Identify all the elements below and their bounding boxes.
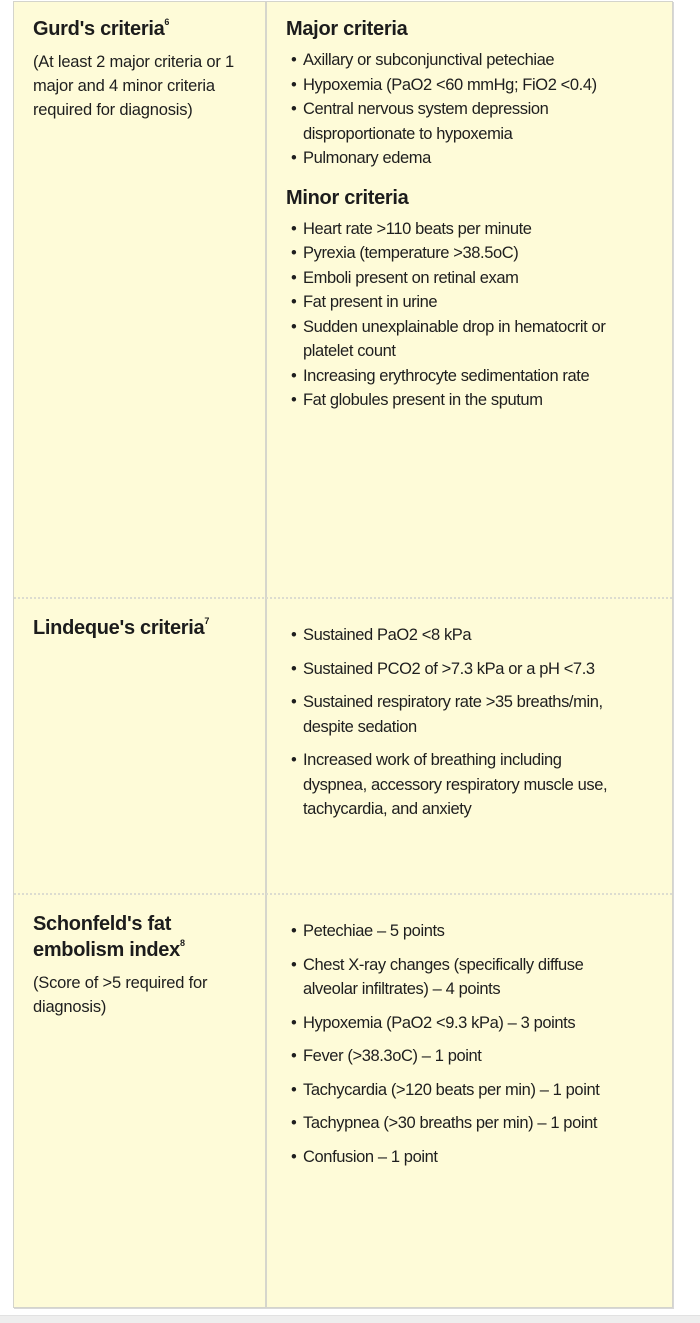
list-item: • Increased work of breathing including dyspnea, accessory respiratory muscle use, tachycardia, and anxiety: [286, 748, 616, 822]
reference-superscript: 8: [179, 938, 185, 948]
bullet-icon: •: [291, 1147, 297, 1166]
row-label-cell: [33, 16, 253, 122]
bullet-icon: •: [291, 659, 297, 678]
bullet-icon: •: [291, 51, 297, 69]
bullet-icon: •: [291, 149, 297, 167]
list-item: • Hypoxemia (PaO2 <60 mmHg; FiO2 <0.4): [286, 73, 616, 98]
table-row-schonfelds: [14, 895, 672, 1307]
row-label-cell: [33, 911, 253, 1019]
bullet-icon: •: [291, 1047, 297, 1065]
list-item: • Confusion – 1 point: [286, 1145, 616, 1170]
list-item: • Sudden unexplainable drop in hematocrit or platelet count: [286, 315, 616, 364]
bullet-icon: •: [291, 75, 297, 94]
list-item: • Tachypnea (>30 breaths per min) – 1 point: [286, 1111, 616, 1136]
list-item: • Heart rate >110 beats per minute: [286, 217, 616, 242]
bullet-icon: •: [291, 693, 297, 711]
list-item: • Fat present in urine: [286, 290, 616, 315]
schonfelds-index-list: [286, 919, 616, 1169]
list-item: • Sustained PaO2 <8 kPa: [286, 623, 616, 648]
list-item: • Increasing erythrocyte sedimentation rate: [286, 364, 616, 389]
row-note: (At least 2 major criteria or 1 major and 4 minor criteria required for diagnosis): [33, 53, 235, 119]
bullet-icon: •: [291, 751, 297, 769]
list-item: • Emboli present on retinal exam: [286, 266, 616, 291]
list-item: • Central nervous system depression disproportionate to hypoxemia: [286, 97, 616, 146]
row-title: Schonfeld's fat embolism index$^8$: [33, 913, 185, 961]
major-criteria-heading: Major criteria: [286, 18, 408, 40]
row-content-cell: [286, 919, 616, 1178]
list-item: • Fever (>38.3oC) – 1 point: [286, 1044, 616, 1069]
list-item: • Sustained respiratory rate >35 breaths/min, despite sedation: [286, 690, 616, 739]
fat-embolism-criteria-table: [13, 1, 673, 1308]
bullet-icon: •: [291, 1013, 297, 1032]
list-item: • Petechiae – 5 points: [286, 919, 616, 944]
list-item: • Hypoxemia (PaO2 <9.3 kPa) – 3 points: [286, 1011, 616, 1036]
reference-superscript: 6: [164, 17, 170, 27]
list-item: • Axillary or subconjunctival petechiae: [286, 48, 616, 73]
table-row-gurds: [14, 2, 672, 598]
bullet-icon: •: [291, 219, 297, 238]
bullet-icon: •: [291, 268, 297, 287]
bullet-icon: •: [291, 366, 297, 385]
table-row-lindeques: [14, 599, 672, 893]
list-item: • Pulmonary edema: [286, 146, 616, 171]
row-content-cell: [286, 16, 616, 413]
minor-criteria-list: [286, 217, 616, 413]
list-item: • Chest X-ray changes (specifically diffuse alveolar infiltrates) – 4 points: [286, 953, 616, 1002]
bullet-icon: •: [291, 955, 297, 974]
row-title: Lindeque's criteria$^7$: [33, 616, 210, 639]
row-label-cell: [33, 615, 253, 641]
bullet-icon: •: [291, 1114, 297, 1132]
lindeques-criteria-list: [286, 623, 616, 822]
row-title: Gurd's criteria$^6$: [33, 17, 170, 40]
minor-criteria-heading: Minor criteria: [286, 186, 409, 209]
list-item: • Tachycardia (>120 beats per min) – 1 point: [286, 1078, 616, 1103]
reference-superscript: 7: [204, 616, 210, 626]
list-item: • Sustained PCO2 of >7.3 kPa or a pH <7.3: [286, 657, 616, 682]
major-criteria-list: [286, 48, 616, 171]
bullet-icon: •: [291, 293, 297, 311]
bullet-icon: •: [291, 922, 297, 940]
row-content-cell: [286, 623, 616, 831]
bullet-icon: •: [291, 391, 297, 409]
bullet-icon: •: [291, 1080, 297, 1099]
bullet-icon: •: [291, 317, 297, 336]
row-note: (Score of >5 required for diagnosis): [33, 974, 208, 1016]
list-item: • Pyrexia (temperature >38.5oC): [286, 241, 616, 266]
bullet-icon: •: [291, 626, 297, 644]
bullet-icon: •: [291, 100, 297, 118]
list-item: • Fat globules present in the sputum: [286, 388, 616, 413]
bullet-icon: •: [291, 244, 297, 262]
